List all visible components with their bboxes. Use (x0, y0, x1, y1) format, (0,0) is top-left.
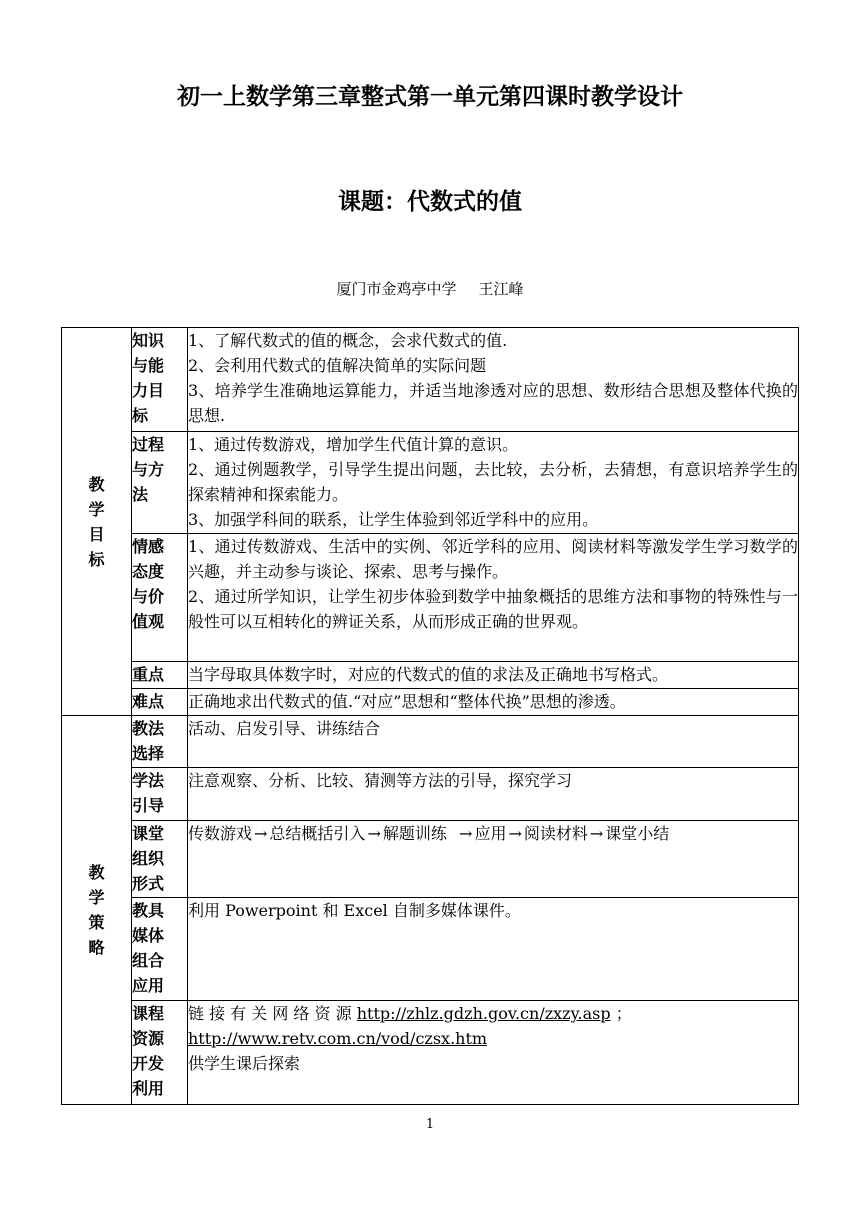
difficulty-label-cell (132, 689, 188, 716)
table-row (62, 328, 799, 432)
list-item: 1、了解代数式的值的概念，会求代数式的值. (188, 331, 508, 350)
list-item: 2、会利用代数式的值解决简单的实际问题 (188, 356, 487, 375)
guidance-label-cell (132, 768, 188, 821)
lesson-plan-table (61, 327, 799, 1105)
table-row (62, 534, 799, 662)
table-row (62, 1001, 799, 1105)
flow-step: 传数游戏 (188, 824, 253, 843)
organization-flow (188, 821, 798, 846)
difficulty-content (188, 689, 799, 716)
method-text: 活动、启发引导、讲练结合 (188, 719, 381, 738)
teacher-name: 王江峰 (478, 280, 524, 298)
guidance-label: 学法引导 (132, 771, 165, 815)
list-item: 2、通过例题教学，引导学生提出问题，去比较，去分析，去猜想，有意识培养学生的探索精神和探索能力。 (188, 460, 798, 504)
key-point-content (188, 662, 799, 689)
arrow-right-icon: → (508, 824, 522, 843)
guidance-content (188, 768, 799, 821)
resources-intro: 链 接 有 关 网 络 资 源 (188, 1004, 352, 1023)
arrow-right-icon: → (459, 824, 473, 843)
process-content (188, 432, 799, 534)
method-label: 教法选择 (132, 719, 165, 763)
table-row (62, 716, 799, 768)
resources-label-cell (132, 1001, 188, 1105)
emotion-label-cell (132, 534, 188, 662)
resource-link-2[interactable]: http://www.retv.com.cn/vod/czsx.htm (188, 1029, 488, 1048)
process-label: 过程与方法 (132, 435, 165, 504)
resources-note: 供学生课后探索 (188, 1054, 301, 1073)
table-row (62, 689, 799, 716)
objectives-section (62, 328, 132, 716)
media-label: 教具媒体组合应用 (132, 901, 165, 995)
flow-step: 应用 (474, 824, 507, 843)
table-row (62, 432, 799, 534)
media-label-cell (132, 898, 188, 1001)
media-text: 利用 Powerpoint 和 Excel 自制多媒体课件。 (188, 901, 521, 920)
list-item: 3、培养学生准确地运算能力，并适当地渗透对应的思想、数形结合思想及整体代换的思想. (188, 381, 798, 425)
resources-links (188, 1001, 798, 1051)
flow-step: 总结概括引入 (269, 824, 366, 843)
resource-link-1[interactable]: http://zhlz.gdzh.gov.cn/zxzy.asp (356, 1004, 611, 1023)
flow-step: 解题训练 (382, 824, 447, 843)
method-label-cell (132, 716, 188, 768)
organization-label-cell (132, 821, 188, 898)
document-title: 初一上数学第三章整式第一单元第四课时教学设计 (177, 84, 683, 110)
lesson-title: 课题：代数式的值 (338, 189, 522, 215)
difficulty-text: 正确地求出代数式的值.“对应”思想和“整体代换”思想的渗透。 (188, 692, 626, 711)
key-point-label-cell (132, 662, 188, 689)
link-separator: ； (615, 1004, 632, 1023)
table-row (62, 662, 799, 689)
process-label-cell (132, 432, 188, 534)
flow-step: 课堂小结 (605, 824, 670, 843)
list-item: 1、通过传数游戏，增加学生代值计算的意识。 (188, 435, 519, 454)
author-line (0, 278, 860, 299)
objectives-label: 教学目标 (88, 474, 105, 569)
table-row (62, 768, 799, 821)
list-item: 3、加强学科间的联系，让学生体验到邻近学科中的应用。 (188, 510, 599, 529)
method-content (188, 716, 799, 768)
difficulty-label: 难点 (132, 692, 165, 711)
knowledge-content (188, 328, 799, 432)
arrow-right-icon: → (254, 824, 268, 843)
organization-label: 课堂组织形式 (132, 824, 165, 893)
table-row (62, 898, 799, 1001)
list-item: 1、通过传数游戏、生活中的实例、邻近学科的应用、阅读材料等激发学生学习数学的兴趣，并主动参与谈论、探索、思考与操作。 (188, 537, 798, 581)
flow-step: 阅读材料 (523, 824, 588, 843)
resources-content (188, 1001, 799, 1105)
knowledge-label-cell (132, 328, 188, 432)
list-item: 2、通过所学知识，让学生初步体验到数学中抽象概括的思维方法和事物的特殊性与一般性可以互相转化的辨证关系，从而形成正确的世界观。 (188, 587, 798, 631)
knowledge-label: 知识与能力目标 (132, 331, 165, 425)
strategy-section (62, 716, 132, 1105)
organization-content (188, 821, 799, 898)
arrow-right-icon: → (589, 824, 604, 843)
emotion-content (188, 534, 799, 662)
media-content (188, 898, 799, 1001)
table-row (62, 821, 799, 898)
key-point-label: 重点 (132, 665, 165, 684)
arrow-right-icon: → (367, 824, 381, 843)
school-name: 厦门市金鸡亭中学 (336, 280, 457, 298)
emotion-label: 情感态度与价值观 (132, 537, 165, 631)
guidance-text: 注意观察、分析、比较、猜测等方法的引导，探究学习 (188, 771, 573, 790)
key-point-text: 当字母取具体数字时，对应的代数式的值的求法及正确地书写格式。 (188, 665, 669, 684)
page-number: 1 (425, 1117, 435, 1132)
strategy-label: 教学策略 (88, 863, 105, 957)
resources-label: 课程资源开发利用 (132, 1004, 165, 1098)
